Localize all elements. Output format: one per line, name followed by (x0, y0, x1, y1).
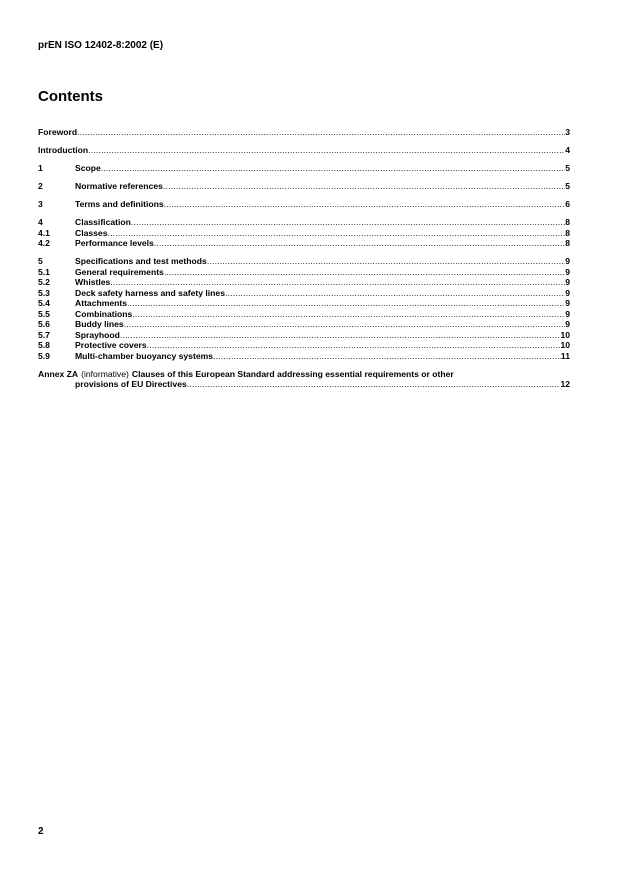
toc-page-number: 10 (560, 340, 570, 350)
toc-section-title: Combinations (75, 308, 133, 319)
toc-entry-attachments[interactable] (38, 298, 570, 309)
toc-entry-foreword[interactable] (38, 127, 570, 138)
toc-leader-dots (154, 238, 565, 249)
toc-section-title: Specifications and test methods (75, 256, 207, 266)
toc-page-number: 5 (565, 181, 570, 191)
toc-entry-specifications-and-test-methods[interactable] (38, 256, 570, 267)
toc-section-title: Buddy lines (75, 319, 124, 329)
toc-section-number: 5 (38, 256, 43, 266)
toc-entry-terms-and-definitions[interactable] (38, 199, 570, 210)
toc-entry-performance-levels[interactable] (38, 238, 570, 249)
toc-leader-dots (164, 199, 566, 210)
toc-page-number: 9 (565, 256, 570, 266)
toc-entry-combinations[interactable] (38, 309, 570, 320)
toc-section-title: Normative references (75, 181, 163, 191)
toc-page-number: 10 (560, 329, 570, 340)
annex-line-2 (38, 379, 570, 390)
toc-section-title: Introduction (38, 145, 89, 155)
toc-leader-dots (164, 267, 565, 278)
annex-title-line-2: provisions of EU Directives (75, 379, 187, 389)
toc-leader-dots (77, 127, 565, 138)
toc-section-number: 5.2 (38, 277, 50, 287)
toc-page-number: 4 (565, 145, 570, 155)
toc-entry-scope[interactable] (38, 163, 570, 174)
toc-leader-dots (187, 379, 561, 390)
toc-leader-dots (207, 256, 565, 267)
toc-section-title: Foreword (38, 127, 78, 137)
toc-entry-whistles[interactable] (38, 277, 570, 288)
toc-section-title: Whistles (75, 277, 111, 287)
annex-label: Annex ZA (38, 368, 79, 379)
toc-leader-dots (110, 277, 565, 288)
toc-section-number: 5.1 (38, 266, 50, 277)
toc-entry-annex-za[interactable] (38, 369, 570, 390)
toc-section-number: 5.4 (38, 298, 50, 308)
toc-leader-dots (225, 288, 565, 299)
toc-page-number: 3 (565, 127, 570, 137)
toc-entry-protective-covers[interactable] (38, 340, 570, 351)
toc-leader-dots (120, 330, 561, 341)
toc-page-number: 8 (565, 217, 570, 227)
toc-section-title: Classes (75, 227, 108, 238)
toc-entry-introduction[interactable] (38, 145, 570, 156)
page-number: 2 (38, 826, 44, 837)
document-identifier: prEN ISO 12402-8:2002 (E) (38, 40, 164, 51)
toc-page-number: 12 (560, 379, 570, 389)
toc-entries (38, 127, 570, 361)
toc-section-title: Terms and definitions (75, 199, 164, 209)
toc-section-title: Classification (75, 217, 131, 227)
toc-entry-sprayhood[interactable] (38, 330, 570, 341)
toc-entry-general-requirements[interactable] (38, 267, 570, 278)
toc-page-number: 9 (565, 287, 570, 298)
toc-section-number: 1 (38, 163, 43, 173)
toc-leader-dots (127, 298, 565, 309)
toc-section-title: Protective covers (75, 340, 147, 350)
annex-title-line-1: Clauses of this European Standard addressing essential requirements or other (131, 368, 454, 379)
toc-section-title: Sprayhood (75, 329, 120, 340)
toc-section-number: 4.2 (38, 238, 50, 248)
toc-leader-dots (147, 340, 561, 351)
toc-entry-multi-chamber-buoyancy-systems[interactable] (38, 351, 570, 362)
toc-page-number: 8 (565, 227, 570, 238)
toc-leader-dots (108, 228, 566, 239)
toc-section-number: 5.3 (38, 287, 50, 298)
toc-page-number: 9 (565, 266, 570, 277)
contents-heading: Contents (38, 88, 103, 105)
toc-section-number: 5.5 (38, 308, 50, 319)
annex-line-1 (38, 369, 570, 380)
toc-section-title: Attachments (75, 298, 128, 308)
toc-leader-dots (124, 319, 566, 330)
toc-leader-dots (101, 163, 565, 174)
toc-section-title: Multi-chamber buoyancy systems (75, 350, 214, 361)
toc-page-number: 9 (565, 319, 570, 329)
annex-qualifier: (informative) (81, 368, 129, 379)
toc-entry-classes[interactable] (38, 228, 570, 239)
toc-section-number: 4 (38, 217, 43, 227)
table-of-contents (38, 127, 570, 390)
toc-leader-dots (88, 145, 565, 156)
toc-section-title: Deck safety harness and safety lines (75, 287, 225, 298)
toc-section-title: Scope (75, 163, 101, 173)
toc-page-number: 11 (560, 350, 570, 361)
toc-leader-dots (132, 309, 565, 320)
toc-section-title: General requirements (75, 266, 164, 277)
toc-entry-classification[interactable] (38, 217, 570, 228)
toc-section-number: 2 (38, 181, 43, 191)
toc-page-number: 9 (565, 308, 570, 319)
toc-section-number: 5.6 (38, 319, 50, 329)
toc-page-number: 5 (565, 163, 570, 173)
toc-leader-dots (163, 181, 565, 192)
toc-entry-normative-references[interactable] (38, 181, 570, 192)
toc-section-number: 5.7 (38, 329, 50, 340)
toc-leader-dots (131, 217, 565, 228)
toc-section-number: 5.9 (38, 350, 50, 361)
toc-section-number: 5.8 (38, 340, 50, 350)
toc-leader-dots (213, 351, 561, 362)
toc-page-number: 9 (565, 298, 570, 308)
toc-entry-deck-safety-harness-and-safety-lines[interactable] (38, 288, 570, 299)
toc-page-number: 8 (565, 238, 570, 248)
toc-section-number: 4.1 (38, 227, 50, 238)
toc-section-title: Performance levels (75, 238, 154, 248)
toc-entry-buddy-lines[interactable] (38, 319, 570, 330)
toc-page-number: 9 (565, 277, 570, 287)
toc-section-number: 3 (38, 199, 43, 209)
toc-page-number: 6 (565, 199, 570, 209)
